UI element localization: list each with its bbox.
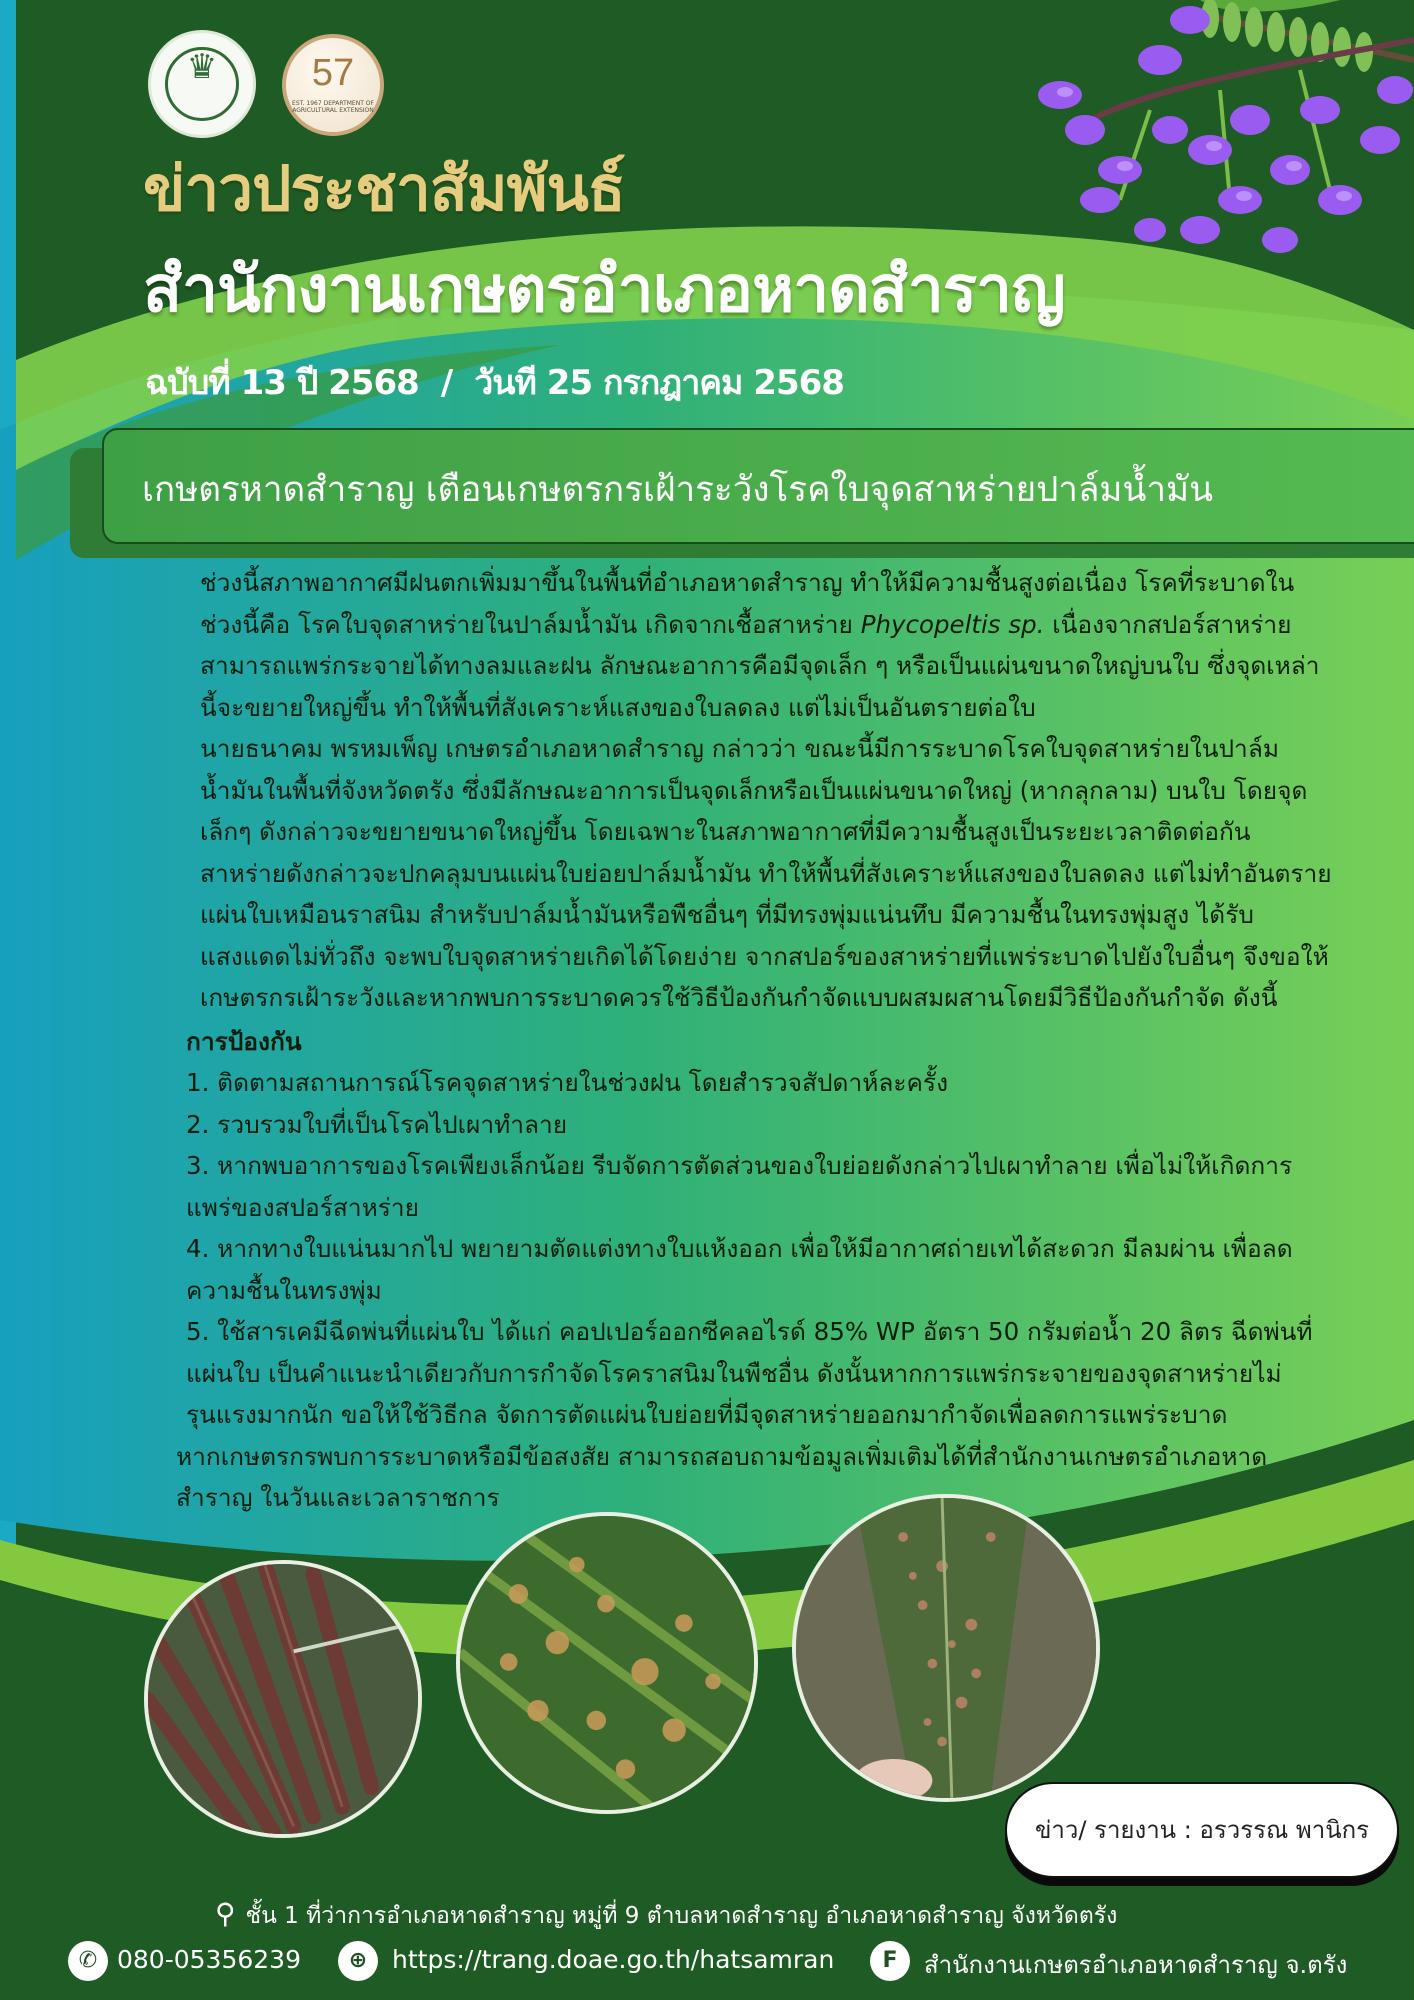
leaf-spots-closeup-photo [456,1512,758,1814]
issue-separator: / [440,363,453,403]
reporter-credit: ข่าว/ รายงาน : อรวรรณ พานิกร [1005,1782,1399,1878]
issue-date: วันที 25 กรกฎาคม 2568 [474,363,844,403]
species-name: Phycopeltis sp. [860,609,1045,639]
paragraph-2: นายธนาคม พรหมเพ็ญ เกษตรอำเภอหาดสำราญ กล่าวว่า ขณะนี้มีการระบาดโรคใบจุดสาหร่ายในปาล์มน้ำมันในพื้นที่จังหวัดตรัง ซึ่งมีลักษณะอาการเป็นจุดเล็กหรือเป็นแผ่นขนาดใหญ่ (หากลุกลาม) บนใบ โดยจุดเล็กๆ ดังกล่าวจะขยายขนาดใหญ่ขึ้น โดยเฉพาะในสภาพอากาศที่มีความชื้นสูงเป็นระยะเวลาติดต่อกัน สาหร่ายดังกล่าวจะปกคลุมบนแผ่นใบย่อยปาล์มน้ำมัน ทำให้พื้นที่สังเคราะห์แสงของใบลดลง แต่ไม่ทำอันตรายแผ่นใบเหมือนราสนิม สำหรับปาล์มน้ำมันหรือพืชอื่นๆ ที่มีทรงพุ่มแน่นทึบ มีความชื้นในทรงพุ่มสูง ได้รับแสงแดดไม่ทั่วถึง จะพบใบจุดสาหร่ายเกิดได้โดยง่าย จากสปอร์ของสาหร่ายที่แพร่ระบาดไปยังใบอื่นๆ จึงขอให้เกษตรกรเฝ้าระวังและหากพบการระบาดควรใช้วิธีป้องกันกำจัดแบบผสมผสานโดยมีวิธีป้องกันกำจัด ดังนี้ [200,734,1332,1012]
footer-address [215,1897,1117,1934]
location-pin-icon: ⚲ [215,1897,236,1930]
department-seal-logo [148,30,256,138]
prevention-item-4: 4. หากทางใบแน่นมากไป พยายามตัดแต่งทางใบแห้งออก เพื่อให้มีอากาศถ่ายเทได้สะดวก มีลมผ่าน เพื่อลดความชื้นในทรงพุ่ม [186,1234,1293,1305]
prevention-item-5: 5. ใช้สารเคมีฉีดพ่นที่แผ่นใบ ได้แก่ คอปเปอร์ออกซีคลอไรด์ 85% WP อัตรา 50 กรัมต่อน้ำ 20 ลิตร ฉีดพ่นที่แผ่นใบ เป็นคำแนะนำเดียวกับการกำจัดโรคราสนิมในพืชอื่น ดังนั้นหากการแพร่กระจายของจุดสาหร่ายไม่รุนแรงมากนัก ขอให้ใช้วิธีกล จัดการตัดแผ่นใบย่อยที่มีจุดสาหร่ายออกมากำจัดเพื่อลดการแพร่ระบาด [186,1317,1313,1429]
prevention-item-1: 1. ติดตามสถานการณ์โรคจุดสาหร่ายในช่วงฝน โดยสำรวจสัปดาห์ละครั้ง [186,1068,949,1097]
paragraph-1: ช่วงนี้สภาพอากาศมีฝนตกเพิ่มมาขึ้นในพื้นที่อำเภอหาดสำราญ ทำให้มีความชื้นสูงต่อเนื่อง โรคที่ระบาดในช่วงนี้คือ โรคใบจุดสาหร่ายในปาล์มน้ำมัน เกิดจากเชื้อสาหร่าย Phycopeltis sp. เนื่องจากสปอร์สาหร่ายสามารถแพร่กระจายได้ทางลมและฝน ลักษณะอาการคือมีจุดเล็ก ๆ หรือเป็นแผ่นขนาดใหญ่บนใบ ซึ่งจุดเหล่านี้จะขยายใหญ่ขึ้น ทำให้พื้นที่สังเคราะห์แสงของใบลดลง แต่ไม่เป็นอันตรายต่อใบ [200,568,1320,722]
prevention-heading: การป้องกัน [186,1026,302,1056]
facebook-icon: F [870,1941,910,1981]
issue-line [145,355,844,409]
anniversary-caption: EST. 1967 DEPARTMENT OF AGRICULTURAL EXTENSION [292,100,374,114]
anniversary-logo [282,34,384,136]
spotted-leaf-photo [792,1494,1100,1802]
office-title: สำนักงานเกษตรอำเภอหาดสำราญ [143,253,1065,327]
globe-icon: ⊕ [338,1941,378,1981]
prevention-item-2: 2. รวบรวมใบที่เป็นโรคไปเผาทำลาย [186,1109,568,1139]
seal-emblem-icon: ♛ [186,47,218,87]
prevention-item-3: 3. หากพบอาการของโรคเพียงเล็กน้อย รีบจัดการตัดส่วนของใบย่อยดังกล่าวไปเผาทำลาย เพื่อไม่ให้เกิดการแพร่ของสปอร์สาหร่าย [186,1151,1293,1222]
headline: เกษตรหาดสำราญ เตือนเกษตรกรเฝ้าระวังโรคใบจุดสาหร่ายปาล์มน้ำมัน [142,470,1214,510]
anniversary-number: 57 [311,52,355,94]
address-text: ชั้น 1 ที่ว่าการอำเภอหาดสำราญ หมู่ที่ 9 ตำบลหาดสำราญ อำเภอหาดสำราญ จังหวัดตรัง [245,1903,1118,1929]
phone-number[interactable]: 080-05356239 [117,1945,301,1974]
closing-paragraph: หากเกษตรกรพบการระบาดหรือมีข้อสงสัย สามารถสอบถามข้อมูลเพิ่มเติมได้ที่สำนักงานเกษตรอำเภอหาดสำราญ ในวันและเวลาราชการ [176,1441,1268,1512]
website-link[interactable]: https://trang.doae.go.th/hatsamran [392,1945,835,1974]
phone-icon: ✆ [68,1941,108,1981]
palm-frond-photo [144,1560,422,1838]
article-body [100,562,1335,1519]
press-release-kicker: ข่าวประชาสัมพันธ์ [143,152,625,225]
issue-number: ฉบับที่ 13 ปี 2568 [145,363,419,403]
facebook-page-link[interactable]: สำนักงานเกษตรอำเภอหาดสำราญ จ.ตรัง [924,1951,1348,1979]
